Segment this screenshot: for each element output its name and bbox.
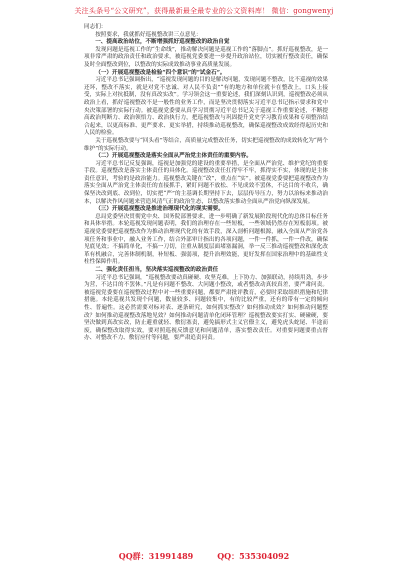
subsection-3-title: （三）开展巡视整改是推进治理现代化的现实需要。 bbox=[95, 206, 224, 213]
paragraph-2: 习近平总书记强调指出，“巡视发现问题的目的是解决问题，发现问题不整改，比不巡视的效果还坏，整改不落实，就是对党不忠诚、对人民不负责”“有的地方和单位就卡在整改上，口头上接受，实际上对抗抵制，没有真改实改”。学习领会这一重要论述，我们深刻认识到，巡视整改必须从政治上看，抓好巡视整改不是一般性的业务工作，而是坚决贯彻落实习近平总书记指示要求和党中央决策部署的实际行动。被巡视党委要从真学习贯彻习近平总书记关于巡视工作重要论述，不断提高政治判断力、政治领悟力、政治执行力，把巡视整改与巩固提升党史学习教育成果和专项整治结合起来，以更高标准、更严要求、更实举措，持续推动巡视整改，确保巡视整改成效经得起历史和人民的检验。 bbox=[84, 77, 328, 137]
footer-qq-group: QQ群：31991489 bbox=[118, 551, 194, 561]
footer-qq: QQ：535304092 bbox=[217, 551, 290, 561]
paragraph-1: 发现问题是巡视工作的“生命线”，推动解决问题是巡视工作的“落脚点”。抓好巡视整改，是一项非常严肃的政治责任和政治要求，被巡视党委要进一步提升政治站位，切实履行整改责任，确保及时全面整改到位，以整改的实际成效推动事业高质量发展。 bbox=[84, 46, 328, 68]
header-promo-note: 关注头条号“公文研究”，获得最新最全最专业的公文资料库！ 微信：gongwenyj bbox=[74, 7, 334, 15]
paragraph-3: 关于巡视整改要与“回头看”等结合，高质量完成整改任务，切实把巡视整改的成效转化为“两个维护”的实际行动。 bbox=[84, 137, 328, 152]
subsection-3-heading bbox=[84, 206, 328, 214]
document-body bbox=[84, 24, 328, 343]
subsection-2-title: （二）开展巡视整改是落实全面从严治党主体责任的重要内容。 bbox=[95, 153, 252, 160]
paragraph-6: 习近平总书记强调，“巡视整改要动真碰硬、攻坚克难，上下协力、加强联动，持续用劲，步步为营，不达目的不罢休。”凡是有问题不整改、大问题小整改，或者整改动真较真差，要严肃问责。被巡视党委要在巡视整改过程中对一些重要问题，都要严肃批评教育，必要时采取组织措施和纪律措施。本轮巡视共发现个问题，数量较多、问题较集中，有的比较严重，还有的带有一定的倾向性、普遍性。这必然需要对标对表、逐条研究，如何抓实整改？如何推动成效？如何推动问题整改？如何推动巡视整改落地见效？如何推动问题清单化闭环管理？巡视整改要实打实、硬碰硬，要坚决做到真改实改，防止避重就轻、敷衍塞责，避免搞形式主义官僚主义，避免虎头蛇尾、半途而废，确保整改取得实效，要对照巡视反馈意见和问题清单，落实整改责任。对重要问题要重点督办、对整改不力、敷衍应付等问题，要严肃追责问责。 bbox=[84, 274, 328, 342]
subsection-2-heading bbox=[84, 153, 328, 161]
section-1-heading: 一、提高政治站位，不断增强抓好巡视整改的政治自觉 bbox=[95, 39, 230, 46]
paragraph-5: 总局党委坚决贯彻党中央、国务院部署要求，进一步明确了新发展阶段现代化的总体目标任务和具体举措。本轮巡视发现问题表明，我们的治理存在一些短板，一些领域仍然存在短板弱项。被巡视党委要把巡视整改作为推动治理现代化的有效手段，深入剖析问题根源，融入全面从严治党各项任务和事业中，融入业务工作，结合外部审计指出的各项问题，一件一件抓，一件一件改，确保见底见效；不搞简单化，不搞一刀切，注重从制度层面堵塞漏洞，举一反三推动巡视整改和深化改革有机融合，完善体制机制，补短板、强弱项，提升治理效能，更好发挥在国家治理中的基础性支柱性保障作用。 bbox=[84, 213, 328, 266]
intro-paragraph: 按照要求，我就抓好巡视整改讲三点意见： bbox=[95, 31, 202, 38]
salutation: 同志们： bbox=[84, 24, 107, 30]
footer-contact bbox=[0, 551, 408, 562]
subsection-1-title: （一）开展巡视整改是检验“四个意识”的“试金石”。 bbox=[95, 69, 226, 76]
header-divider bbox=[88, 16, 330, 17]
paragraph-4: 习近平总书记反复强调，巡视是加强党的建设的重要举措，是全面从严治党、维护党纪的重要手段。巡视整改是落实主体责任的具体化。巡视整改责任扛得牢不牢，抓得实不实，体现的是主体责任意识，考验的是政治能力。巡视整改关键在“改”，重点在“实”。被巡视党委要把巡视整改作为落实全面从严治党主体责任的直接抓手，紧盯问题不放松、不见成效不罢休，不达目的不收兵，确保坚决改到底、改到位，切实把“严”的主基调长期坚持下去，层层传导压力，努力以治标来推动治本，以解决作风问题来营造风清气正的政治生态，以整改落实推动全面从严治党向纵深发展。 bbox=[84, 160, 328, 205]
section-2-heading: 二、强化责任担当，坚决落实巡视整改的政治责任 bbox=[95, 267, 219, 273]
